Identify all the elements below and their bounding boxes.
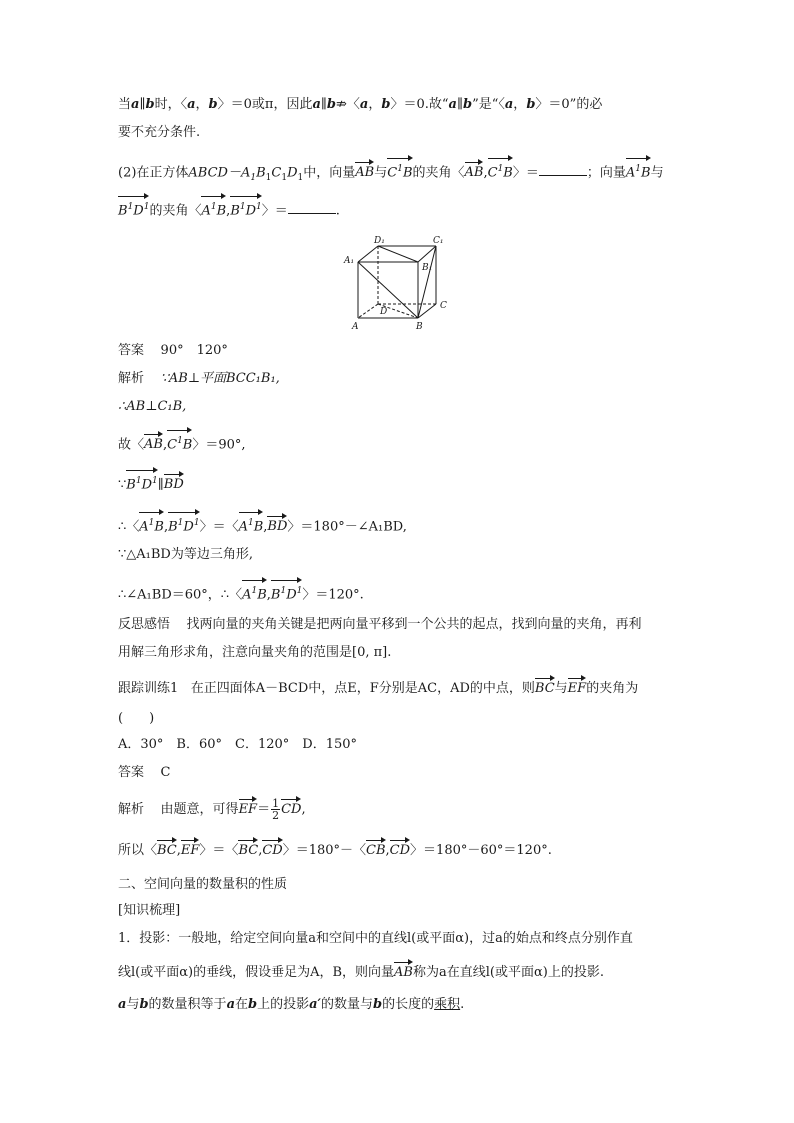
- text: a: [131, 97, 140, 112]
- answer-line: [118, 764, 171, 782]
- text: B: [154, 519, 164, 535]
- vector-c1b: [167, 432, 192, 454]
- text: b: [326, 97, 336, 112]
- text: 〉＝180°－60°＝120°.: [410, 843, 552, 858]
- text: 1: [497, 164, 504, 174]
- text: 1: [177, 518, 184, 528]
- text: 在正四面体A－BCD中，点E，F分别是AC，AD的中点，则: [190, 681, 535, 696]
- text: 当: [118, 97, 132, 112]
- text: ∥: [456, 97, 463, 112]
- text: A: [139, 519, 149, 535]
- text: B: [168, 519, 178, 535]
- answer-label: 答案: [118, 343, 145, 358]
- text: A: [238, 519, 248, 535]
- denominator: 2: [272, 809, 280, 822]
- vector-ab: AB: [355, 165, 375, 181]
- question-line: $B^1D^1$的夹角〈$A^1B,B^1D^1$〉＝ .: [118, 198, 340, 220]
- vector-bc: BC: [534, 681, 555, 696]
- text: 〉＝180°－∠A₁BD,: [287, 519, 407, 535]
- label-a: A: [352, 322, 359, 332]
- analysis-line: [118, 370, 280, 388]
- analysis-line: 所以〈BC,EF〉＝〈BC,CD〉＝180°－〈CB,CD〉＝180°－60°＝120°.: [118, 843, 552, 858]
- vector-cd: CD: [281, 802, 302, 817]
- text: a: [504, 97, 514, 112]
- diag-c1b: [418, 246, 436, 318]
- exercise-line: [118, 680, 638, 698]
- text: ∵: [118, 477, 127, 493]
- edge-ad: [358, 304, 378, 318]
- text: 的夹角〈: [149, 203, 202, 219]
- text: 与: [374, 165, 388, 181]
- text: C: [387, 165, 398, 181]
- text: 乘积: [434, 997, 461, 1012]
- text: ；向量: [586, 165, 626, 181]
- text: 〉＝90°,: [192, 437, 246, 453]
- text: ⇏〈: [336, 97, 360, 112]
- text: 〉＝〈: [199, 519, 239, 535]
- text: ，: [195, 97, 209, 112]
- knowledge-line: [118, 996, 464, 1014]
- text: a: [226, 997, 235, 1012]
- knowledge-line: [118, 964, 604, 982]
- text: 〉＝0或π，因此: [217, 97, 313, 112]
- analysis-line: ∵△A₁BD为等边三角形,: [118, 547, 253, 562]
- numerator: 1: [272, 797, 280, 810]
- text: B: [402, 165, 413, 181]
- text: 1: [148, 518, 155, 528]
- question-line: (2)在正方体$ABCD-A_1B_1C_1D_1$中，向量AB与$C^1B$的夹角〈$AB,C^1B$〉＝ ；向量$A^1B$与: [118, 160, 664, 187]
- text: a′: [309, 997, 321, 1012]
- analysis-label: 解析: [118, 371, 145, 386]
- text: 1: [256, 202, 262, 212]
- text: A: [201, 203, 211, 219]
- text: 的夹角〈: [412, 165, 465, 181]
- text: 1: [397, 164, 403, 174]
- text: 1: [135, 476, 142, 486]
- analysis-line: ∴∠A₁BD＝60°，∴〈$A^1B,B^1D^1$〉＝120°.: [118, 582, 364, 604]
- vector-ef: EF: [238, 802, 258, 817]
- text: B: [182, 437, 193, 453]
- vector-ab: AB: [144, 437, 163, 453]
- text: D: [286, 587, 297, 603]
- text: 1: [635, 164, 642, 174]
- knowledge-line: 1．投影：一般地，给定空间向量a和空间中的直线l(或平面α)，过a的始点和终点分别作直: [118, 931, 633, 946]
- text: ∴∠A₁BD＝60°，∴〈: [118, 587, 243, 603]
- text: b: [208, 97, 218, 112]
- vector-b1d1: [230, 198, 261, 220]
- text: 1: [127, 202, 134, 212]
- label-a1: A₁: [344, 256, 355, 266]
- knowledge-label: [知识梳理]: [118, 903, 181, 918]
- reflection-line: 用解三角形求角，注意向量夹角的范围是[0, π].: [118, 645, 392, 660]
- text: 在: [235, 997, 249, 1012]
- answer-label: 答案: [118, 765, 145, 780]
- text: B: [503, 165, 513, 181]
- text: ＝: [257, 802, 271, 817]
- text: B: [270, 587, 281, 603]
- answer-blank: [288, 201, 336, 214]
- text: ∥: [139, 97, 146, 112]
- answer-line: [118, 342, 228, 360]
- text: b: [373, 997, 383, 1012]
- text: 称为a在直线l(或平面α)上的投影.: [412, 965, 604, 980]
- text: 所以〈: [118, 843, 158, 858]
- text: 1: [280, 586, 287, 596]
- text: B: [118, 203, 128, 219]
- text: 1: [297, 172, 304, 183]
- text: B: [216, 203, 227, 219]
- text: 线l(或平面α)的垂线，假设垂足为A，B，则向量: [118, 965, 395, 980]
- label-b: B: [416, 322, 423, 332]
- text: 的数量与: [320, 997, 373, 1012]
- text: 1: [210, 202, 217, 212]
- vector-ef: EF: [567, 681, 587, 696]
- text: ∴〈: [118, 519, 140, 535]
- label-b1: B₁: [422, 263, 433, 273]
- text: a: [359, 97, 369, 112]
- text: D: [133, 203, 144, 219]
- label-d1: D₁: [374, 236, 385, 246]
- text: 故〈: [118, 437, 145, 453]
- label-c1: C₁: [433, 236, 444, 246]
- vector-a1b: [239, 514, 264, 536]
- text: b: [526, 97, 536, 112]
- text: 中，向量: [303, 165, 356, 181]
- analysis-line: ∴〈$A^1B,B^1D^1$〉＝〈$A^1B,BD$〉＝180°－∠A₁BD,: [118, 514, 407, 536]
- vector-bc: BC: [238, 843, 259, 858]
- answer-value: 90° 120°: [160, 343, 228, 358]
- text: 1: [250, 172, 257, 183]
- text: C: [167, 437, 178, 453]
- text: .: [460, 997, 465, 1012]
- text: 〉＝: [261, 203, 288, 219]
- answer-value: C: [160, 765, 171, 780]
- text: 的夹角为: [586, 681, 639, 696]
- analysis-line: 故〈$AB,C^1B$〉＝90°,: [118, 432, 246, 454]
- edge-a1d1: [358, 246, 378, 262]
- text: A: [242, 587, 252, 603]
- text: 与: [650, 165, 664, 181]
- text: ∵AB⊥平面BCC₁B₁,: [160, 371, 280, 386]
- analysis-label: 解析: [118, 802, 145, 817]
- reflection-label: 反思感悟: [118, 617, 171, 632]
- text: B: [126, 477, 136, 493]
- text: 1: [239, 202, 246, 212]
- text: ，: [368, 97, 382, 112]
- vector-a1b: [242, 582, 267, 604]
- vector-b1d1: [168, 514, 199, 536]
- text: 1: [177, 436, 183, 446]
- text: 〉＝0”的必: [535, 97, 603, 112]
- text: D: [183, 519, 194, 535]
- cube-figure: [340, 232, 460, 332]
- text: D: [141, 477, 153, 493]
- analysis-line: $\because B^1D^1\parallel BD$: [118, 472, 184, 494]
- vector-b1d1: [126, 472, 157, 494]
- text: C: [271, 165, 282, 181]
- text: 〉＝〈: [199, 843, 239, 858]
- text: 1: [143, 202, 150, 212]
- text: 找两向量的夹角关键是把两向量平移到一个公共的起点，找到向量的夹角，再利: [186, 617, 642, 632]
- text: 的数量积等于: [148, 997, 227, 1012]
- text: B: [257, 587, 267, 603]
- text: 〉＝: [512, 165, 539, 181]
- text: 上的投影: [257, 997, 310, 1012]
- analysis-line: [118, 798, 306, 821]
- text: b: [381, 97, 391, 112]
- text: 时，〈: [154, 97, 188, 112]
- text: 1: [281, 172, 288, 183]
- vector-ab: AB: [464, 165, 484, 181]
- text: D: [245, 203, 257, 219]
- text: B: [641, 165, 651, 181]
- text: ∥: [320, 97, 327, 112]
- vector-c1b: [387, 160, 412, 182]
- vector-ab: AB: [394, 965, 413, 980]
- vector-a1b: [201, 198, 226, 220]
- vector-a1b: [139, 514, 164, 536]
- vector-cb: CB: [366, 843, 386, 858]
- label-d: D: [380, 307, 388, 317]
- options-line: A．30° B．60° C．120° D．150°: [118, 737, 358, 752]
- text: a: [187, 97, 196, 112]
- vector-a1b: [626, 160, 651, 182]
- text: 的长度的: [382, 997, 435, 1012]
- text: 1: [247, 518, 254, 528]
- diag-b1d1: [378, 246, 418, 262]
- vector-cd: CD: [262, 843, 283, 858]
- text: C: [487, 165, 498, 181]
- paragraph-line: 要不充分条件.: [118, 125, 201, 140]
- text: ∥: [157, 477, 164, 493]
- text: A: [625, 165, 636, 181]
- vector-cd: CD: [389, 843, 411, 858]
- text: .: [335, 203, 340, 219]
- text: B: [253, 519, 264, 535]
- reflection-line: [118, 616, 642, 634]
- text: 1: [193, 518, 200, 528]
- text: b: [145, 97, 155, 112]
- vector-b1d1: [271, 582, 302, 604]
- analysis-line: ∴AB⊥C₁B,: [118, 399, 187, 414]
- text: a: [118, 997, 127, 1012]
- vector-b1d1: [118, 198, 149, 220]
- text: 由题意，可得: [160, 802, 239, 817]
- text: 〉＝180°－〈: [282, 843, 367, 858]
- text: ”是“〈: [472, 97, 505, 112]
- text: B: [230, 203, 240, 219]
- text: 〉＝0.故“: [390, 97, 449, 112]
- vector-c1b: [488, 160, 513, 182]
- diag-a1b: [358, 262, 418, 318]
- text: D: [287, 165, 298, 181]
- edge-b1c1: [418, 246, 436, 262]
- text: 与: [554, 681, 568, 696]
- text: 与: [126, 997, 140, 1012]
- label-c: C: [440, 301, 447, 311]
- fraction-one-half: [271, 798, 280, 821]
- vector-ef: EF: [180, 843, 200, 858]
- text: 1: [152, 476, 158, 486]
- text: 1: [251, 586, 258, 596]
- exercise-label: 跟踪训练1: [118, 681, 179, 696]
- section-heading: 二、空间向量的数量积的性质: [118, 877, 288, 892]
- text: 1: [296, 586, 303, 596]
- text: B: [256, 165, 266, 181]
- text: b: [248, 997, 258, 1012]
- paragraph-line: [118, 96, 602, 114]
- text: a: [312, 97, 321, 112]
- exercise-line: ( ): [118, 711, 155, 726]
- text: ,: [301, 802, 306, 817]
- vector-bc: BC: [157, 843, 177, 858]
- answer-blank: [539, 163, 587, 176]
- text: ，: [513, 97, 527, 112]
- text: b: [462, 97, 473, 112]
- text: ABCD－A: [188, 165, 251, 181]
- text: 〉＝120°.: [302, 587, 364, 603]
- text: b: [139, 997, 149, 1012]
- text: (2)在正方体: [118, 165, 189, 181]
- text: 1: [265, 172, 272, 183]
- text: a: [448, 97, 457, 112]
